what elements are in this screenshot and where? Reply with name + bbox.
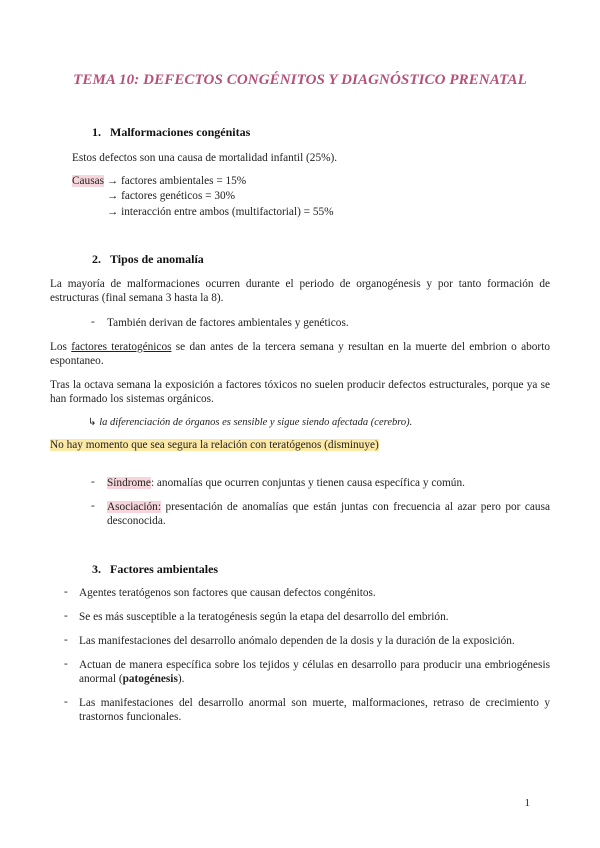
section-3-heading: 3. Factores ambientales	[92, 562, 219, 576]
asociacion-label: Asociación:	[107, 501, 161, 513]
dash-marker: -	[91, 476, 95, 488]
dash-marker: -	[64, 658, 68, 670]
section-3-bullet-3: Las manifestaciones del desarrollo anómalo dependen de la dosis y la duración de la exposición.	[79, 635, 515, 647]
dash-marker: -	[91, 500, 95, 512]
section-2-highlight: No hay momento que sea segura la relación con teratógenos (disminuye)	[50, 439, 379, 451]
dash-marker: -	[64, 634, 68, 646]
section-3-bullet-1: Agentes teratógenos son factores que causan defectos congénitos.	[79, 587, 376, 599]
section-1-intro: Estos defectos son una causa de mortalidad infantil (25%).	[72, 152, 338, 164]
causa-line-3: → interacción entre ambos (multifactorial) = 55%	[107, 206, 334, 218]
section-1-heading: 1. Malformaciones congénitas	[92, 125, 251, 139]
causa-line-2: → factores genéticos = 30%	[107, 190, 236, 202]
factores-teratogenicos-term: factores teratogénicos	[71, 341, 172, 353]
section-2-note: ↳ la diferenciación de órganos es sensible y sigue siendo afectada (cerebro).	[88, 417, 413, 428]
section-3-bullet-2: Se es más susceptible a la teratogénesis según la etapa del desarrollo del embrión.	[79, 611, 449, 623]
causa-line-1: Causas → factores ambientales = 15%	[72, 175, 247, 187]
causas-label: Causas	[72, 175, 105, 187]
patogenesis-term: patogénesis	[122, 673, 178, 685]
dash-marker: -	[64, 610, 68, 622]
dash-marker: -	[64, 696, 68, 708]
dash-marker: -	[64, 586, 68, 598]
section-2-para-3: Tras la octava semana la exposición a factores tóxicos no suelen producir defectos estructurales, porque ya se han formado los sistemas orgánicos.	[50, 379, 550, 405]
section-2-dash-1: También derivan de factores ambientales y genéticos.	[107, 317, 349, 329]
section-2-para-2: Los factores teratogénicos se dan antes de la tercera semana y resultan en la muerte del embrion o aborto espontaneo.	[50, 341, 550, 367]
document-title: TEMA 10: DEFECTOS CONGÉNITOS Y DIAGNÓSTICO PRENATAL	[73, 72, 527, 88]
sindrome-item: Síndrome: anomalías que ocurren conjuntas y tienen causa específica y común.	[107, 477, 465, 489]
section-2-heading: 2. Tipos de anomalía	[92, 252, 204, 266]
page-number: 1	[524, 797, 530, 809]
section-2-para-1: La mayoría de malformaciones ocurren durante el periodo de organogénesis y por tanto formación de estructuras (final semana 3 hasta la 8).	[50, 278, 550, 304]
sindrome-label: Síndrome	[107, 477, 151, 489]
asociacion-item: Asociación: presentación de anomalías que están juntas con frecuencia al azar pero por causa desconocida.	[107, 501, 550, 527]
section-3-bullet-4: Actuan de manera específica sobre los tejidos y células en desarrollo para producir una embriogénesis anormal (patogénesis).	[79, 659, 550, 685]
return-arrow-icon: ↳	[88, 417, 97, 428]
section-3-bullet-5: Las manifestaciones del desarrollo anormal son muerte, malformaciones, retraso de crecimiento y trastornos funcionales.	[79, 697, 550, 723]
dash-marker: -	[91, 316, 95, 328]
